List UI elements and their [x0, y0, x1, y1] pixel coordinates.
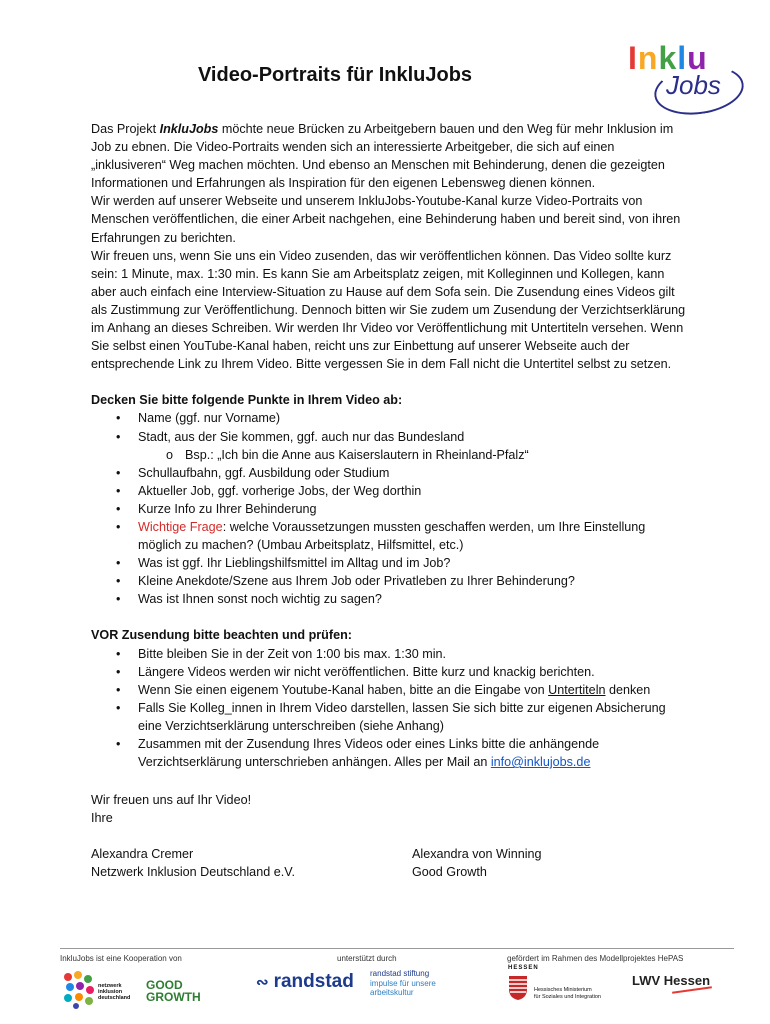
list-item: • Kleine Anekdote/Szene aus Ihrem Job oder Privatleben zu Ihrer Behinderung? [138, 572, 691, 590]
logo-letter: n [637, 40, 659, 76]
list-item: • Längere Videos werden wir nicht veröffentlichen. Bitte kurz und knackig berichten. [138, 663, 691, 681]
list-item-text: denken [605, 682, 651, 697]
signer-name: Alexandra Cremer [91, 847, 194, 862]
hessen-line: für Soziales und Integration [534, 994, 601, 1000]
netzwerk-inklusion-logo [62, 969, 131, 1015]
footer [60, 948, 734, 1019]
list-item: • Was ist ggf. Ihr Lieblingshilfsmittel im Alltag und im Job? [138, 554, 691, 572]
topics-list [91, 409, 691, 608]
important-label: Wichtige Frage [138, 519, 223, 534]
dots-icon [62, 969, 98, 1009]
stiftung-line: impulse für unsere [370, 978, 436, 988]
netzwerk-text: netzwerk inklusion deutschland [98, 983, 131, 1001]
list-item: • Bitte bleiben Sie in der Zeit von 1:00 bis max. 1:30 min. [138, 645, 691, 663]
intro-paragraph-3: Wir freuen uns, wenn Sie uns ein Video zusenden, das wir veröffentlichen können. Das Video sollte kurz sein: 1 Minute, max. 1:30 min. Es kann Sie am Arbeitsplatz zeigen, mit Kolleginnen und Kollegen, kann aber auch einfach eine Interview-Situation zu Hause auf dem Sofa sein. Die Zusendung eines Videos gilt als Zustimmung zur Veröffentlichung. Dennoch bitten wir Sie zudem um Zusendung der Verzichtserklärung im Anhang an dieses Schreiben. Wir werden Ihr Video vor Veröffentlichung mit Untertiteln versehen. Wenn Sie selbst einen YouTube-Kanal haben, reicht uns zur Einbettung auf unserer Webseite auch der entsprechende Link zu Ihrem Video. Bitte vergessen Sie in dem Fall nicht die Untertitel selbst zu setzen. [91, 248, 686, 372]
checklist-section [91, 626, 691, 771]
signature-block [91, 845, 691, 881]
footer-caption-cooperation: InkluJobs ist eine Kooperation von [60, 954, 182, 963]
signature-right [412, 845, 542, 881]
page-title: Video-Portraits für InkluJobs [197, 64, 473, 86]
list-item: • Schullaufbahn, ggf. Ausbildung oder Studium [138, 464, 691, 482]
randstad-icon: ∾ [256, 974, 269, 991]
signer-name: Alexandra von Winning [412, 847, 542, 862]
inklujobs-logo [622, 40, 742, 112]
intro-text: Das Projekt [91, 122, 160, 136]
hessen-label: HESSEN [508, 965, 539, 971]
list-item [138, 428, 691, 464]
randstad-stiftung-logo [370, 969, 436, 998]
randstad-logo [256, 971, 354, 993]
list-item-text: Stadt, aus der Sie kommen, ggf. auch nur das Bundesland [138, 429, 465, 444]
signature-left [91, 845, 412, 881]
checklist [91, 645, 691, 772]
good-growth-logo [146, 979, 201, 1003]
list-item [138, 681, 691, 699]
intro-paragraph-2: Wir werden auf unserer Webseite und unserem InkluJobs-Youtube-Kanal kurze Video-Portraits von Menschen veröffentlichen, die einer Arbeit nachgehen, eine Behinderung haben und bereit sind, von ihren Erfahrungen zu berichten. [91, 194, 681, 245]
sub-list-item: o Bsp.: „Ich bin die Anne aus Kaiserslautern in Rheinland-Pfalz“ [185, 446, 691, 464]
list-item: • Aktueller Job, ggf. vorherige Jobs, der Weg dorthin [138, 482, 691, 500]
footer-caption-funded: gefördert im Rahmen des Modellprojektes HePAS [507, 954, 684, 963]
sub-list [138, 446, 691, 464]
underlined-word: Untertiteln [548, 682, 606, 697]
list-item-text: Wenn Sie einen eigenem Youtube-Kanal haben, bitte an die Eingabe von [138, 682, 549, 697]
signer-org: Netzwerk Inklusion Deutschland e.V. [91, 865, 295, 880]
good-growth-line2: GROWTH [146, 990, 201, 1004]
topics-heading: Decken Sie bitte folgende Punkte in Ihrem Video ab: [91, 393, 403, 408]
list-item: • Name (ggf. nur Vorname) [138, 409, 691, 427]
logo-letter: k [658, 40, 678, 76]
list-item: • Falls Sie Kolleg_innen in Ihrem Video darstellen, lassen Sie sich bitte zur eigenen Absicherung eine Verzichtserklärung unterschreiben (siehe Anhang) [138, 699, 691, 735]
document-body [91, 120, 691, 882]
lwv-hessen-logo [632, 973, 710, 988]
list-item [138, 518, 691, 554]
closing-line: Ihre [91, 811, 113, 826]
logo-letter: I [628, 40, 638, 76]
list-item-text: : welche Voraussetzungen mussten geschaffen werden, um Ihre Einstellung möglich zu machen? (Umbau Arbeitsplatz, Hilfsmittel, etc.) [138, 519, 646, 553]
logo-letter: l [677, 40, 688, 76]
list-item [138, 735, 691, 771]
footer-caption-supported: unterstützt durch [337, 954, 397, 963]
intro-text: möchte neue Brücken zu Arbeitgebern bauen und den Weg für mehr Inklusion im Job zu ebnen. Die Video-Portraits wenden sich an interessierte Arbeitgeber, die sich auf einen „inklusiveren“ Weg machen möchten. Und ebenso an Menschen mit Behinderung, denen die gezeigten Informationen und Erfahrungen als Inspiration für den eigenen Lebensweg dienen können. [91, 122, 674, 191]
closing-line: Wir freuen uns auf Ihr Video! [91, 793, 252, 808]
hessen-text [534, 987, 601, 1001]
good-growth-line1: GOOD [146, 978, 183, 992]
brand-name: InkluJobs [159, 122, 219, 136]
hessen-line: Hessisches Ministerium [534, 987, 592, 993]
randstad-text: randstad [273, 971, 354, 992]
logo-word-jobs: Jobs [666, 70, 721, 100]
intro-paragraph-1 [91, 120, 691, 192]
hessen-ministerium-logo [508, 965, 608, 1017]
list-item: • Kurze Info zu Ihrer Behinderung [138, 500, 691, 518]
closing [91, 791, 691, 827]
list-item: • Was ist Ihnen sonst noch wichtig zu sagen? [138, 590, 691, 608]
logo-letter: u [687, 40, 708, 76]
list-item-text: Zusammen mit der Zusendung Ihres Videos oder eines Links bitte die anhängende Verzichtserklärung unterschrieben anhängen. Alles per Mail an [138, 737, 600, 770]
email-link[interactable]: info@inklujobs.de [490, 755, 591, 770]
checklist-heading: VOR Zusendung bitte beachten und prüfen: [91, 628, 352, 643]
signer-org: Good Growth [412, 865, 487, 880]
topics-section [91, 391, 691, 608]
coat-of-arms-icon [508, 975, 528, 1001]
lwv-text: LWV Hessen [632, 973, 711, 988]
stiftung-line: arbeitskultur [370, 988, 414, 997]
stiftung-line: randstad stiftung [370, 969, 430, 978]
